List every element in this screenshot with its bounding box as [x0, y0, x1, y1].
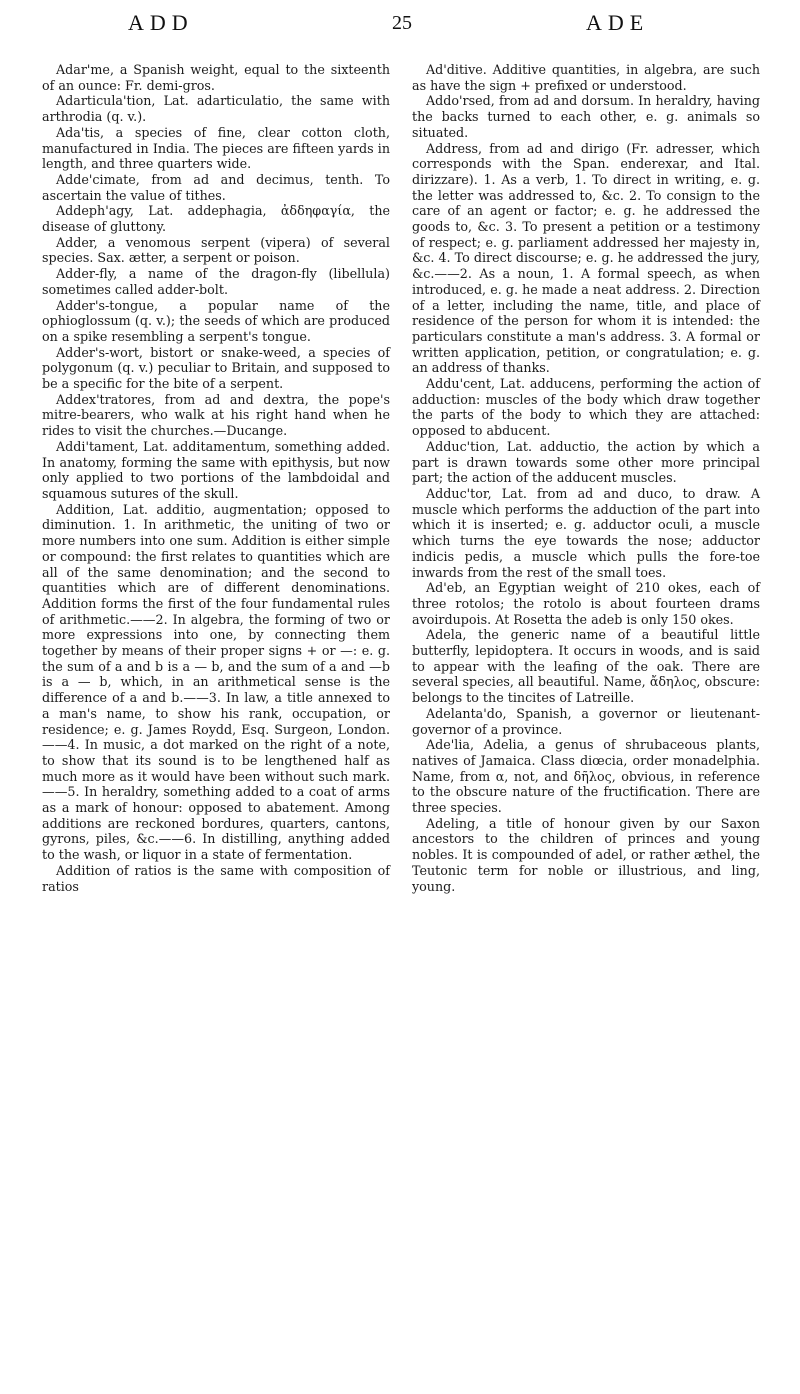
- entry-adelantado: Adelanta'do, Spanish, a governor or lieutenant-governor of a province.: [412, 705, 760, 737]
- entry-adducent: Addu'cent, Lat. adducens, performing the action of adduction: muscles of the body which draw together the parts of the body to which they are attached: opposed to abducent.: [412, 376, 760, 439]
- page-number: 25: [392, 12, 412, 34]
- entry-adeling: Adeling, a title of honour given by our Saxon ancestors to the children of princes and young nobles. It is compounded of adel, or rather æthel, the Teutonic term for noble or illustrious, and ling, young.: [412, 815, 760, 894]
- entry-addition-of-ratios: Addition of ratios is the same with composition of ratios: [42, 862, 390, 894]
- entry-adder: Adder, a venomous serpent (vipera) of several species. Sax. ætter, a serpent or poison.: [42, 234, 390, 266]
- running-header: [0, 10, 800, 36]
- entry-adelia: Ade'lia, Adelia, a genus of shrubaceous plants, natives of Jamaica. Class diœcia, order monadelphia. Name, from α, not, and δῆλος, obvious, in reference to the obscure nature of the fructification. There are three species.: [412, 737, 760, 816]
- entry-additive: Ad'ditive. Additive quantities, in algebra, are such as have the sign + prefixed or understood.: [412, 62, 760, 93]
- entry-addecimate: Adde'cimate, from ad and decimus, tenth. To ascertain the value of tithes.: [42, 171, 390, 203]
- entry-adders-wort: Adder's-wort, bistort or snake-weed, a species of polygonum (q. v.) peculiar to Britain, and supposed to be a specific for the bite of a serpent.: [42, 344, 390, 392]
- entry-adarticulation: Adarticula'tion, Lat. adarticulatio, the same with arthrodia (q. v.).: [42, 93, 390, 125]
- entry-adduction: Adduc'tion, Lat. adductio, the action by which a part is drawn towards some other more principal part; the action of the adducent muscles.: [412, 438, 760, 486]
- header-right: ADE: [586, 10, 650, 35]
- entry-addition: Addition, Lat. additio, augmentation; opposed to diminution. 1. In arithmetic, the uniting of two or more numbers into one sum. Addition is either simple or compound: the first relates to quantities which are all of the same denomination; and the second to quantities which are of different denominations. Addition forms the first of the four fundamental rules of arithmetic.——2. In algebra, the forming of two or more expressions into one, by connecting them together by means of their proper signs + or —: e. g. the sum of a and b is a — b, and the sum of a and —b is a — b, which, in an arithmetical sense is the difference of a and b.——3. In law, a title annexed to a man's name, to show his rank, occupation, or residence; e. g. James Roydd, Esq. Surgeon, London.——4. In music, a dot marked on the right of a note, to show that its sound is to be lengthened half as much more as it would have been without such mark.——5. In heraldry, something added to a coat of arms as a mark of honour: opposed to abatement. Among additions are reckoned bordures, quarters, cantons, gyrons, piles, &c.——6. In distilling, anything added to the wash, or liquor in a state of fermentation.: [42, 501, 390, 863]
- right-column: [412, 62, 760, 894]
- entry-address: Address, from ad and dirigo (Fr. adresser, which corresponds with the Span. enderexar, and Ital. dirizzare). 1. As a verb, 1. To direct in writing, e. g. the letter was addressed to, &c. 2. To consign to the care of an agent or factor; e. g. he addressed the goods to, &c. 3. To present a petition or a testimony of respect; e. g. parliament addressed her majesty in, &c. 4. To direct discourse; e. g. he addressed the jury, &c.——2. As a noun, 1. A formal speech, as when introduced, e. g. he made a neat address. 2. Direction of a letter, including the name, title, and place of residence of the person for whom it is intended: the particulars constitute a man's address. 3. A formal or written application, petition, or congratulation; e. g. an address of thanks.: [412, 140, 760, 376]
- entry-adductor: Adduc'tor, Lat. from ad and duco, to draw. A muscle which performs the adduction of the part into which it is inserted; e. g. adductor oculi, a muscle which turns the eye towards the nose; adductor indicis pedis, a muscle which pulls the fore-toe inwards from the rest of the small toes.: [412, 485, 760, 580]
- entry-adatis: Ada'tis, a species of fine, clear cotton cloth, manufactured in India. The pieces are fifteen yards in length, and three quarters wide.: [42, 124, 390, 172]
- entry-adder-fly: Adder-fly, a name of the dragon-fly (libellula) sometimes called adder-bolt.: [42, 266, 390, 297]
- entry-addextratores: Addex'tratores, from ad and dextra, the pope's mitre-bearers, who walk at his right hand when he rides to visit the churches.—Ducange.: [42, 391, 390, 439]
- entry-adela: Adela, the generic name of a beautiful little butterfly, lepidoptera. It occurs in woods, and is said to appear with the leafing of the oak. There are several species, all beautiful. Name, ἄδηλος, obscure: belongs to the tincites of Latreille.: [412, 627, 760, 706]
- left-column: [42, 62, 390, 894]
- entry-adeb: Ad'eb, an Egyptian weight of 210 okes, each of three rotolos; the rotolo is about fourteen drams avoirdupois. At Rosetta the adeb is only 150 okes.: [412, 580, 760, 627]
- entry-adarme: Adar'me, a Spanish weight, equal to the sixteenth of an ounce: Fr. demi-gros.: [42, 62, 390, 93]
- entry-adders-tongue: Adder's-tongue, a popular name of the ophioglossum (q. v.); the seeds of which are produced on a spike resembling a serpent's tongue.: [42, 297, 390, 344]
- entry-addorsed: Addo'rsed, from ad and dorsum. In heraldry, having the backs turned to each other, e. g. animals so situated.: [412, 93, 760, 140]
- entry-additament: Addi'tament, Lat. additamentum, something added. In anatomy, forming the same with epithysis, but now only applied to two portions of the lambdoidal and squamous sutures of the skull.: [42, 438, 390, 501]
- entry-addephagy: Addeph'agy, Lat. addephagia, ἀδδηφαγία, the disease of gluttony.: [42, 203, 390, 235]
- header-left: ADD: [128, 10, 194, 35]
